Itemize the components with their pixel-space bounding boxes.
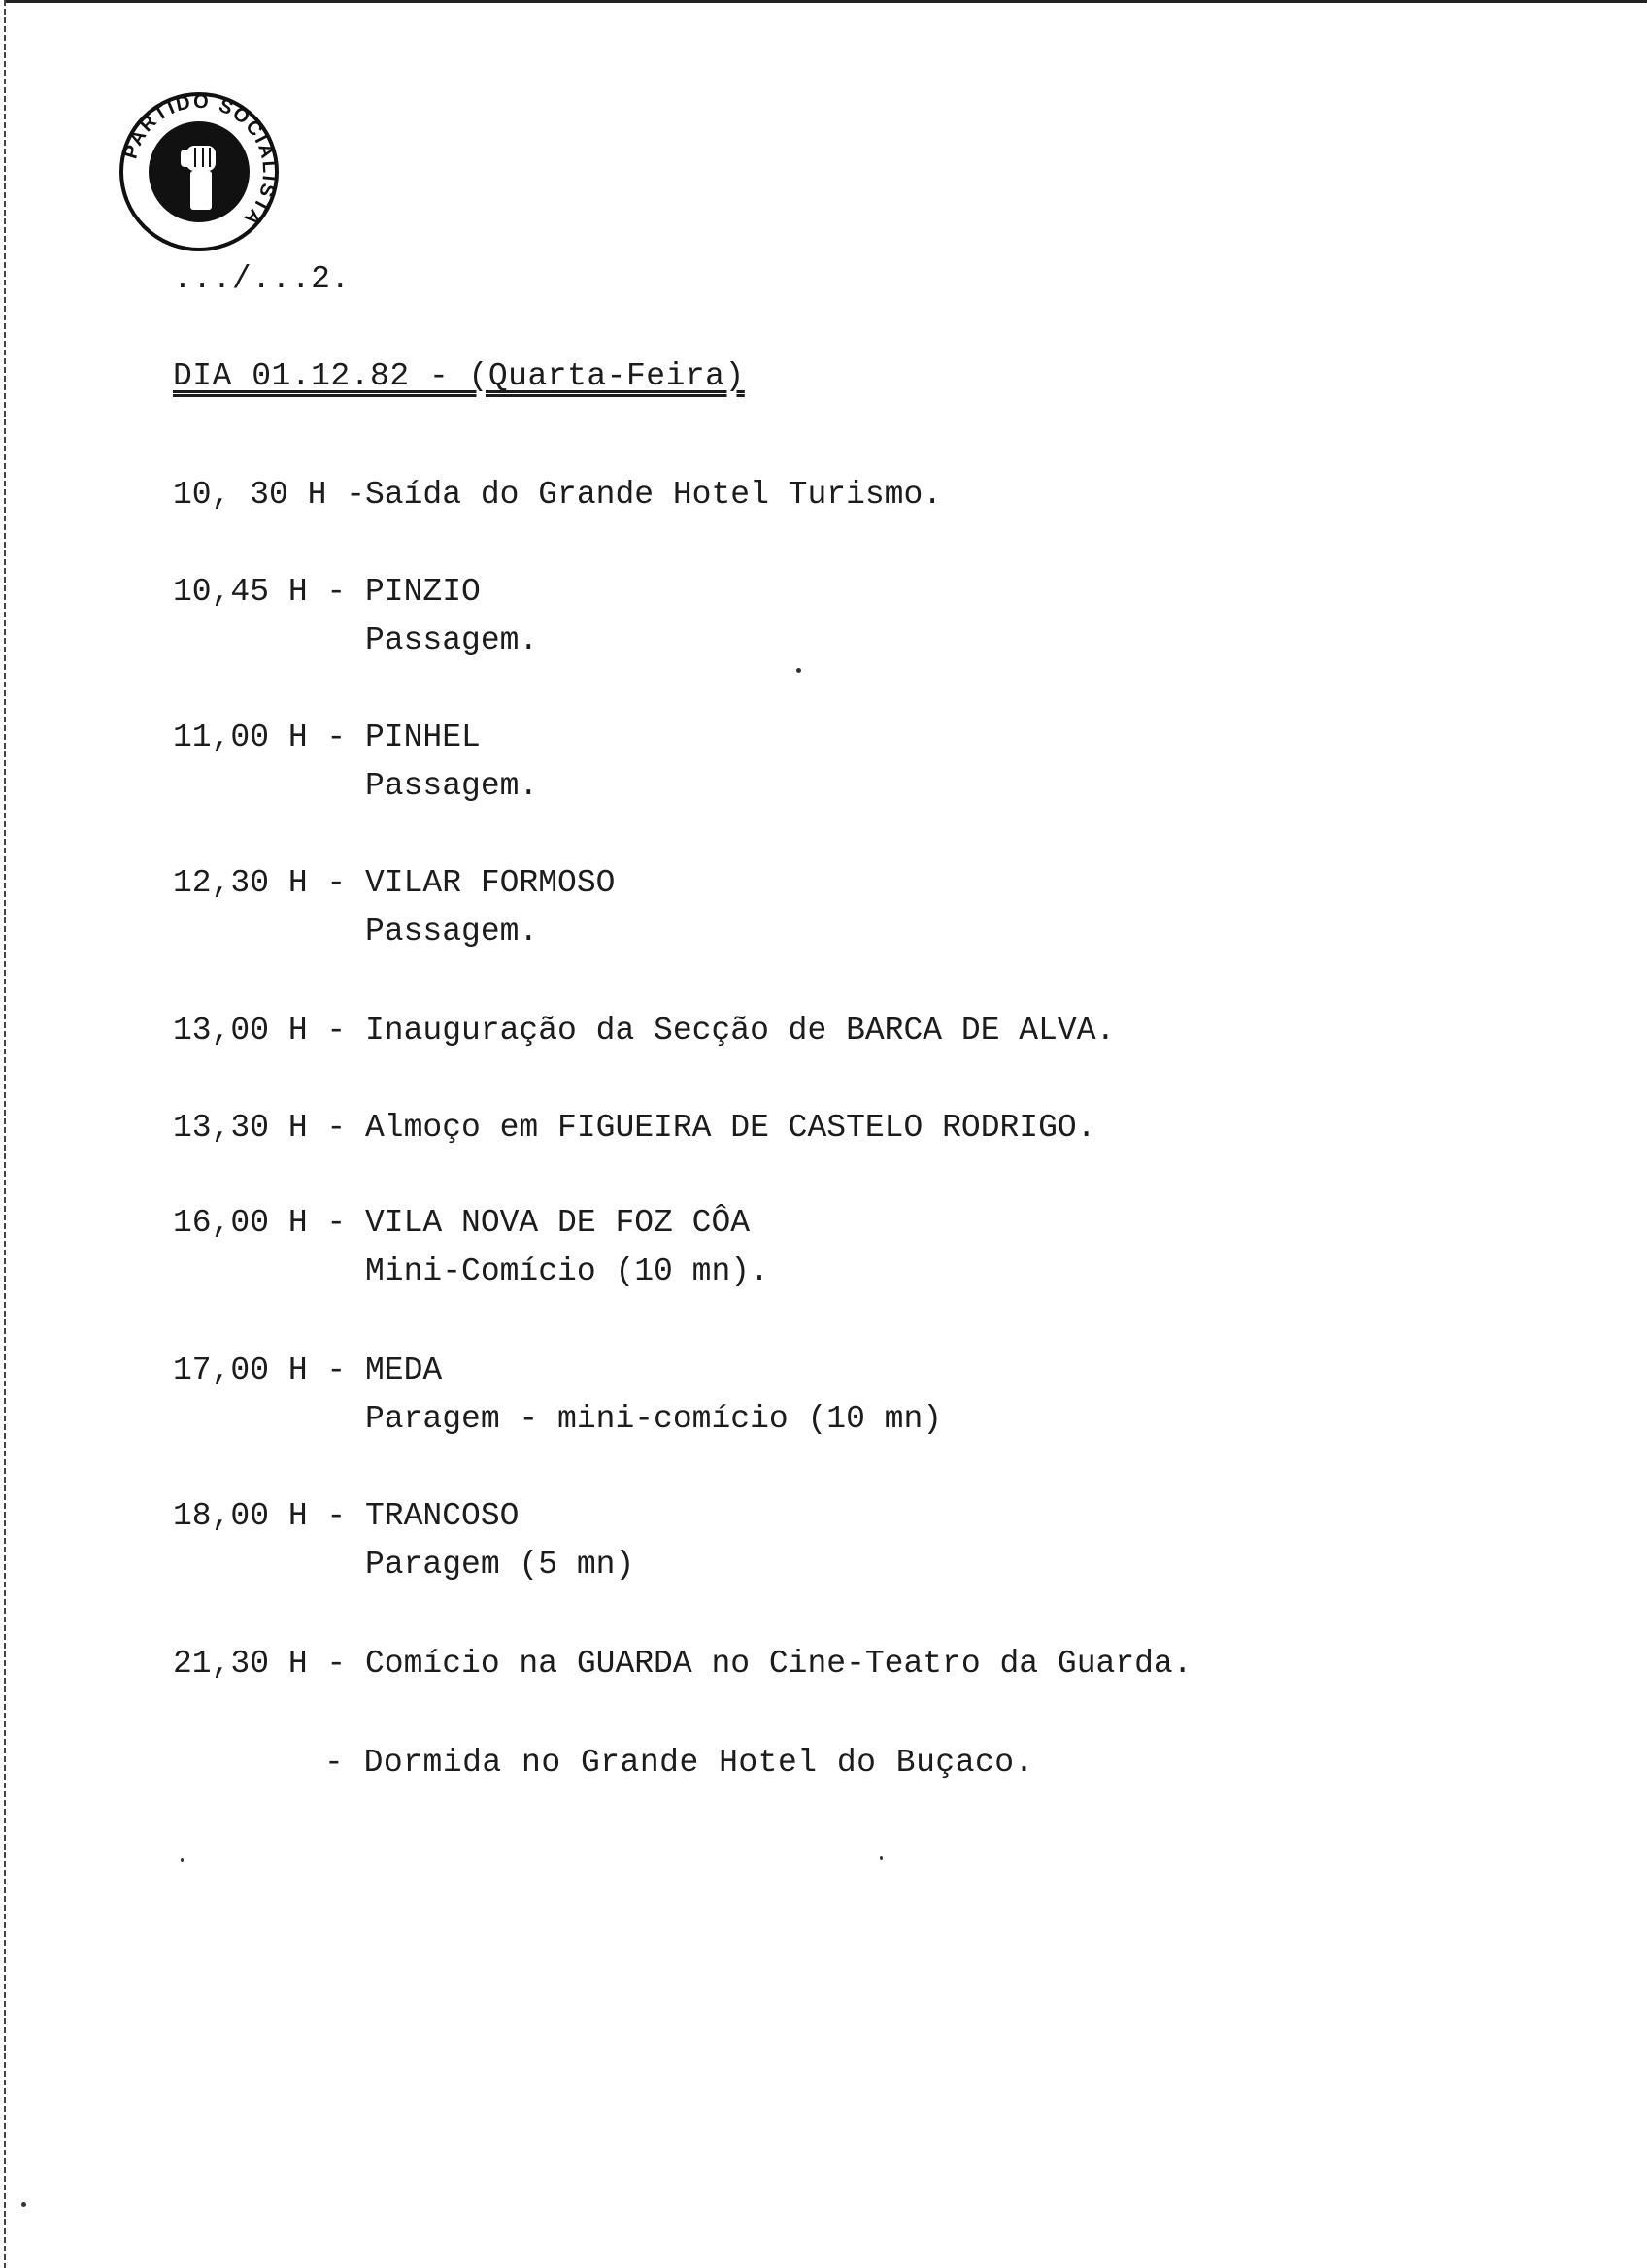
entry-detail: Passagem. (365, 622, 539, 658)
entry-detail: Mini-Comício (10 mn). (365, 1253, 769, 1289)
page-left-edge (4, 0, 6, 2268)
entry-description: PINZIO (365, 574, 481, 610)
entry-description: TRANCOSO (365, 1498, 520, 1534)
entry-time: 16,00 H - (173, 1205, 347, 1241)
entry-time: 12,30 H - (173, 865, 347, 901)
entry-time: 10,45 H - (173, 574, 347, 610)
entry-description: Saída do Grande Hotel Turismo. (365, 477, 943, 513)
day-heading: DIA 01.12.82 - (Quarta-Feira) (173, 358, 745, 394)
page-top-edge (6, 0, 1647, 3)
entry-time: 21,30 H - (173, 1646, 347, 1682)
entry-detail: Paragem - mini-comício (10 mn) (365, 1401, 943, 1437)
scan-speck (181, 1858, 184, 1862)
entry-time: 10, 30 H - (173, 477, 366, 513)
scan-speck (880, 1856, 883, 1860)
entry-description: Comício na GUARDA no Cine-Teatro da Guarda. (365, 1646, 1193, 1682)
entry-description: Inauguração da Secção de BARCA DE ALVA. (365, 1013, 1116, 1049)
logo-ring-text: PARTIDO SOCIALISTA (119, 90, 281, 231)
entry-description: VILA NOVA DE FOZ CÔA (365, 1205, 751, 1241)
entry-time: 18,00 H - (173, 1498, 347, 1534)
party-logo-icon (117, 89, 282, 254)
entry-time: 13,00 H - (173, 1013, 347, 1049)
scan-speck (21, 2202, 26, 2207)
entry-detail: Paragem (5 mn) (365, 1547, 635, 1583)
entry-time: 17,00 H - (173, 1352, 347, 1388)
scan-speck (796, 668, 801, 673)
entry-detail: Passagem. (365, 914, 539, 950)
entry-time: 13,30 H - (173, 1110, 347, 1146)
entry-description: VILAR FORMOSO (365, 865, 616, 901)
entry-time: 11,00 H - (173, 719, 347, 755)
entry-description: MEDA (365, 1352, 443, 1388)
entry-description: PINHEL (365, 719, 481, 755)
entry-description: Almoço em FIGUEIRA DE CASTELO RODRIGO. (365, 1110, 1096, 1146)
final-note: - Dormida no Grande Hotel do Buçaco. (324, 1745, 1034, 1781)
entry-detail: Passagem. (365, 768, 539, 804)
page-reference: .../...2. (173, 261, 351, 297)
